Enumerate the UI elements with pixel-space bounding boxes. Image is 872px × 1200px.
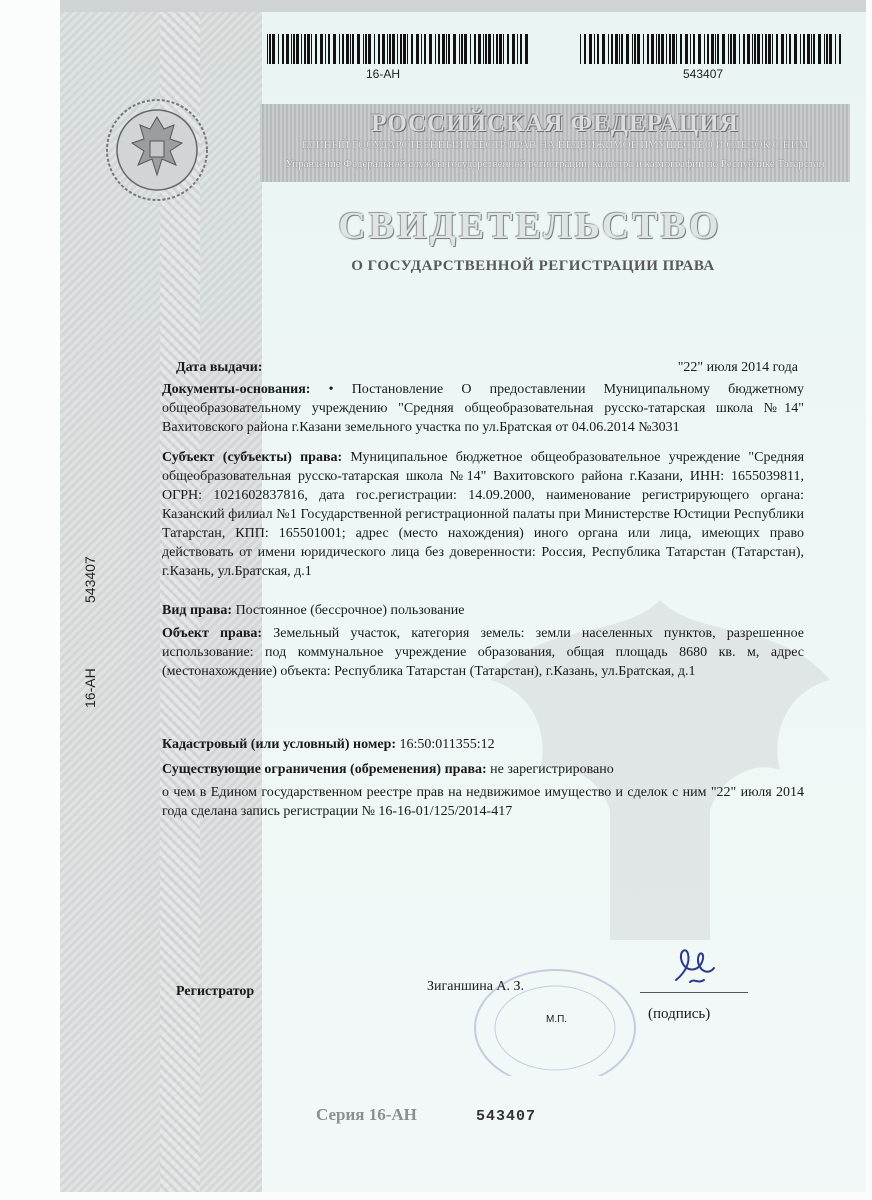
barcode-bar <box>278 34 279 64</box>
cadastral-value: 16:50:011355:12 <box>399 737 495 752</box>
barcode-bar <box>807 34 810 64</box>
barcode-bar <box>416 34 419 64</box>
right-type-value: Постоянное (бессрочное) пользование <box>235 603 465 618</box>
restrictions-label: Существующие ограничения (обременения) права: <box>162 762 487 777</box>
barcode-bar <box>589 34 592 64</box>
left-barcode-label: 16-АН <box>366 67 401 81</box>
barcode-bar <box>342 34 344 64</box>
barcode-bar <box>392 34 395 64</box>
barcode-bar <box>446 34 447 64</box>
barcode-bar <box>382 34 385 64</box>
barcode-bar <box>325 34 326 64</box>
barcode-bar <box>619 34 620 64</box>
barcode-bar <box>690 34 691 64</box>
cadastral-row <box>162 735 804 754</box>
barcode-bar <box>291 34 292 64</box>
subject-label: Субъект (субъекты) права: <box>162 450 343 465</box>
header-subtitle: ЕДИНЫЙ ГОСУДАРСТВЕННЫЙ РЕЕСТР ПРАВ НА НЕДВИЖИМОЕ ИМУЩЕСТВО И СДЕЛОК С НИМ <box>301 139 809 151</box>
barcode-bar <box>474 34 476 64</box>
documents-row <box>162 380 804 437</box>
barcode-bar <box>485 34 487 64</box>
barcode-bar <box>800 34 801 64</box>
restrictions-row <box>162 760 804 779</box>
barcode-bar <box>448 34 450 64</box>
barcode-right-bars <box>578 34 848 64</box>
barcode-bar <box>676 34 677 64</box>
barcode-bar <box>365 34 367 64</box>
barcode-bar <box>768 34 771 64</box>
barcode-bar <box>693 34 695 64</box>
barcode-bar <box>493 34 494 64</box>
barcode-bar <box>669 34 671 64</box>
barcode-bar <box>765 34 767 64</box>
barcode-bar <box>293 34 295 64</box>
barcode-bar <box>267 34 268 64</box>
barcode-bar <box>818 34 821 64</box>
barcode-bar <box>352 34 354 64</box>
barcode-bar <box>754 34 756 64</box>
barcode-bar <box>658 34 660 64</box>
barcode-bar <box>363 34 364 64</box>
footer-series: Серия 16-АН <box>316 1105 417 1124</box>
barcode-bar <box>429 34 432 64</box>
barcode-bar <box>739 34 740 64</box>
object-value: Земельный участок, категория земель: земли населенных пунктов, разрешенное использование: под коммунальное учреждение образования, общая площадь 8680 кв. м, адрес (местонахождение) объекта: Республика Татарстан (Татарстан), г.Казань, ул.Братская, д.1 <box>162 626 805 679</box>
barcode-bar <box>503 34 504 64</box>
barcode-bar <box>282 34 284 64</box>
barcode-bar <box>424 34 426 64</box>
barcode-bar <box>517 34 518 64</box>
barcode-bar <box>269 34 271 64</box>
barcode-bar <box>829 34 832 64</box>
object-label: Объект права: <box>162 626 263 641</box>
barcode-bar <box>826 34 828 64</box>
barcode-bar <box>685 34 688 64</box>
barcode-bar <box>411 34 413 64</box>
issue-date-label: Дата выдачи: <box>176 360 263 375</box>
barcode-bar <box>499 34 502 64</box>
barcode-bar <box>400 34 402 64</box>
footer-number: 543407 <box>476 1108 537 1125</box>
barcode-bar <box>730 34 732 64</box>
registrar-name: Зиганшина А. З. <box>427 979 525 994</box>
subject-value: Муниципальное бюджетное общеобразовательное учреждение "Средняя общеобразовательная русско-татарская школа №14" Вахитовского района г.Казани, ИНН: 1655039811, ОГРН: 1021602837816, дата гос.регистрации: 14.09.2000, наименование регистрирующего органа: Казанский филиал №1 Государственной регистрационной палаты при Министерстве Юстиции Республики Татарстан, КПП: 165501001; адрес (место нахождения) иного органа или лица, имеющих право действовать от имени юридического лица без доверенности: Россия, Республика Татарстан (Татарстан), г.Казань, ул.Братская, д.1 <box>162 450 805 579</box>
seal-label: М.П. <box>546 1014 568 1025</box>
barcode-bar <box>584 34 586 64</box>
barcode-bar <box>597 34 599 64</box>
barcode-bar <box>525 34 528 64</box>
barcode-bar <box>374 34 375 64</box>
barcode-bar <box>634 34 636 64</box>
barcode-bar <box>615 34 618 64</box>
barcode-bar <box>346 34 349 64</box>
barcode-bar <box>333 34 336 64</box>
barcode-bar <box>357 34 360 64</box>
barcode-bar <box>483 34 484 64</box>
certificate-title: СВИДЕТЕЛЬСТВО <box>338 205 722 247</box>
subject-row <box>162 448 804 581</box>
barcode-bar <box>698 34 701 64</box>
barcode-bar <box>315 34 317 64</box>
header-department: Управление Федеральной службы государственной регистрации, кадастра и картографии по Республике Татарстан <box>285 158 825 170</box>
barcode-bar <box>656 34 657 64</box>
barcode-bar <box>608 34 609 64</box>
top-border <box>60 0 866 12</box>
barcode-bar <box>301 34 302 64</box>
barcode-bar <box>328 34 330 64</box>
barcode-bar <box>647 34 649 64</box>
barcode-bar <box>461 34 463 64</box>
barcode-bar <box>507 34 509 64</box>
barcode-bar <box>397 34 398 64</box>
side-number: 543407 <box>82 556 98 603</box>
barcode-bar <box>339 34 340 64</box>
barcode-bar <box>594 34 595 64</box>
barcode-bar <box>789 34 791 64</box>
barcode-bar <box>743 34 745 64</box>
barcode-bar <box>747 34 750 64</box>
barcode-bar <box>626 34 629 64</box>
documents-label: Документы-основания: <box>162 382 311 397</box>
barcode-bar <box>757 34 760 64</box>
barcode-bar <box>520 34 522 64</box>
barcode-bar <box>286 34 289 64</box>
right-barcode <box>578 34 848 64</box>
barcode-bar <box>478 34 481 64</box>
right-type-label: Вид права: <box>162 603 233 618</box>
barcode-bar <box>643 34 644 64</box>
barcode-bar <box>453 34 456 64</box>
barcode-bar <box>368 34 371 64</box>
right-barcode-label: 543407 <box>683 67 724 81</box>
barcode-bar <box>717 34 719 64</box>
barcode-left-bars <box>265 34 535 64</box>
barcode-bar <box>442 34 445 64</box>
barcode-bar <box>621 34 623 64</box>
barcode-bar <box>776 34 778 64</box>
side-series: 16-АН <box>82 668 98 708</box>
coat-of-arms-icon <box>102 95 212 205</box>
signature-line <box>640 992 748 993</box>
restrictions-value: не зарегистрировано <box>490 762 614 777</box>
barcode-bar <box>464 34 467 64</box>
barcode-bar <box>421 34 422 64</box>
barcode-bar <box>835 34 836 64</box>
barcode-bar <box>704 34 705 64</box>
barcode-bar <box>378 34 380 64</box>
signature-label: (подпись) <box>648 1006 711 1022</box>
right-type-row <box>162 601 804 620</box>
barcode-bar <box>651 34 654 64</box>
barcode-bar <box>661 34 664 64</box>
barcode-bar <box>632 34 633 64</box>
barcode-bar <box>272 34 275 64</box>
documents-value: • Постановление О предоставлении Муниципальному бюджетному общеобразовательному учреждению "Средняя общеобразовательная русско-татарская школа №14" Вахитовского района г.Казани земельного участка по ул.Братская от 04.06.2014 №3031 <box>162 382 805 435</box>
issue-date-value: "22" июля 2014 года <box>677 360 798 375</box>
barcode-bar <box>772 34 773 64</box>
barcode-bar <box>637 34 640 64</box>
barcode-bar <box>733 34 736 64</box>
barcode-bar <box>611 34 613 64</box>
barcode-bar <box>512 34 515 64</box>
barcode-bar <box>438 34 440 64</box>
barcode-bar <box>602 34 605 64</box>
handwritten-signature-icon <box>668 942 718 990</box>
registrar-label: Регистратор <box>176 984 255 999</box>
barcode-bar <box>311 34 312 64</box>
barcode-bar <box>459 34 460 64</box>
barcode-bar <box>389 34 391 64</box>
barcode-bar <box>707 34 709 64</box>
registry-note: о чем в Едином государственном реестре прав на недвижимое имущество и сделок с ним "22" июля 2014 года сделана запись регистрации № 16-16-01/125/2014-417 <box>162 785 804 819</box>
barcode-bar <box>672 34 675 64</box>
object-row <box>162 624 804 681</box>
barcode-bar <box>296 34 299 64</box>
barcode-bar <box>803 34 805 64</box>
barcode-bar <box>813 34 815 64</box>
barcode-bar <box>435 34 436 64</box>
cadastral-label: Кадастровый (или условный) номер: <box>162 737 397 752</box>
barcode-bar <box>839 34 841 64</box>
barcode-bar <box>711 34 714 64</box>
certificate-subtitle: О ГОСУДАРСТВЕННОЙ РЕГИСТРАЦИИ ПРАВА <box>351 258 715 274</box>
barcode-bar <box>680 34 682 64</box>
barcode-bar <box>786 34 787 64</box>
barcode-bar <box>781 34 784 64</box>
barcode-bar <box>496 34 498 64</box>
barcode-bar <box>752 34 753 64</box>
left-barcode <box>265 34 535 64</box>
barcode-bar <box>580 34 581 64</box>
barcode-bar <box>403 34 406 64</box>
barcode-bar <box>387 34 388 64</box>
barcode-bar <box>715 34 716 64</box>
barcode-bar <box>762 34 763 64</box>
barcode-bar <box>666 34 667 64</box>
issue-date-row <box>176 358 802 377</box>
barcode-bar <box>307 34 310 64</box>
barcode-bar <box>722 34 725 64</box>
barcode-bar <box>407 34 408 64</box>
barcode-bar <box>824 34 825 64</box>
barcode-bar <box>350 34 351 64</box>
barcode-bar <box>488 34 491 64</box>
barcode-bar <box>304 34 306 64</box>
barcode-bar <box>811 34 812 64</box>
barcode-bar <box>728 34 729 64</box>
barcode-bar <box>320 34 323 64</box>
barcode-bar <box>794 34 797 64</box>
barcode-bar <box>470 34 471 64</box>
header-title: РОССИЙСКАЯ ФЕДЕРАЦИЯ <box>371 110 739 137</box>
